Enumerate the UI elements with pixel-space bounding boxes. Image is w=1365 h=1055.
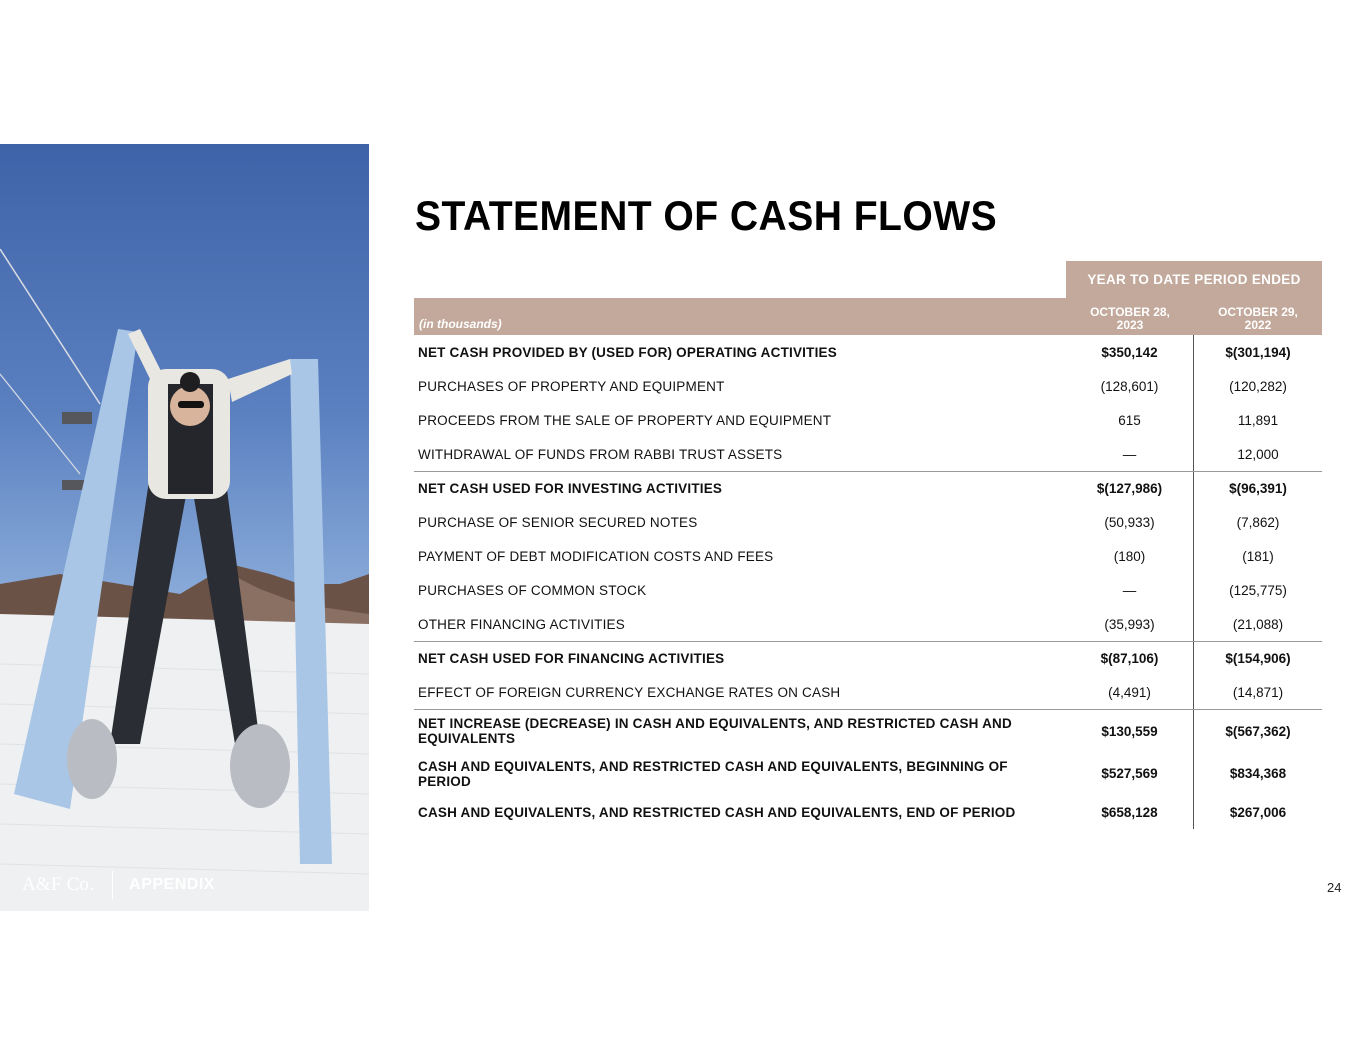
value-2023: (128,601) <box>1066 369 1194 403</box>
value-2022: (21,088) <box>1232 616 1284 632</box>
row-label: NET CASH USED FOR INVESTING ACTIVITIES <box>418 481 723 496</box>
table-row <box>414 403 1322 437</box>
table-body <box>414 335 1322 829</box>
row-label: PROCEEDS FROM THE SALE OF PROPERTY AND EQUIPMENT <box>418 412 832 428</box>
table-row <box>414 369 1322 403</box>
value-2022: $(154,906) <box>1225 651 1291 666</box>
value-2022: 11,891 <box>1237 412 1279 428</box>
table-row <box>414 335 1322 369</box>
value-2023: 615 <box>1066 403 1194 437</box>
value-2022: (181) <box>1242 548 1274 564</box>
table-row <box>414 641 1322 675</box>
value-2022: $(301,194) <box>1225 344 1291 360</box>
value-2022: (7,862) <box>1236 514 1280 530</box>
value-2022: 12,000 <box>1237 446 1279 462</box>
row-label: PAYMENT OF DEBT MODIFICATION COSTS AND FEES <box>418 548 774 564</box>
company-logo: A&F Co. <box>22 874 95 895</box>
row-label: CASH AND EQUIVALENTS, AND RESTRICTED CASH AND EQUIVALENTS, BEGINNING OF PERIOD <box>418 758 1008 789</box>
table-row <box>414 675 1322 709</box>
row-label: NET CASH USED FOR FINANCING ACTIVITIES <box>418 651 725 666</box>
value-2023: — <box>1066 437 1194 471</box>
column-header-2023: OCTOBER 28, 2023 <box>1090 305 1170 332</box>
row-label: NET INCREASE (DECREASE) IN CASH AND EQUIVALENTS, AND RESTRICTED CASH AND EQUIVALENTS <box>418 716 1012 746</box>
row-label: PURCHASES OF COMMON STOCK <box>418 582 647 598</box>
row-label: CASH AND EQUIVALENTS, AND RESTRICTED CASH AND EQUIVALENTS, END OF PERIOD <box>418 804 1016 820</box>
skier-illustration <box>0 144 369 911</box>
table-group-header-row <box>414 261 1322 298</box>
hero-photo <box>0 144 369 911</box>
table-column-header-row <box>414 298 1322 335</box>
value-2023: $(127,986) <box>1066 472 1194 505</box>
value-2023: $130,559 <box>1066 710 1194 752</box>
unit-label: (in thousands) <box>419 317 502 331</box>
value-2023: — <box>1066 573 1194 607</box>
row-label: WITHDRAWAL OF FUNDS FROM RABBI TRUST ASSETS <box>418 446 783 462</box>
value-2022: (120,282) <box>1229 378 1287 394</box>
table-row <box>414 795 1322 829</box>
table-row <box>414 573 1322 607</box>
section-label: APPENDIX <box>129 876 215 893</box>
table-row <box>414 709 1322 752</box>
value-2022: $(567,362) <box>1225 723 1291 739</box>
page-title: STATEMENT OF CASH FLOWS <box>415 192 998 239</box>
value-2023: $658,128 <box>1066 795 1194 829</box>
value-2023: (180) <box>1066 539 1194 573</box>
value-2022: $(96,391) <box>1229 481 1287 496</box>
table-row <box>414 471 1322 505</box>
column-header-2022: OCTOBER 29, 2022 <box>1218 305 1298 332</box>
value-2022: (125,775) <box>1229 582 1287 598</box>
row-label: NET CASH PROVIDED BY (USED FOR) OPERATING ACTIVITIES <box>418 344 837 360</box>
table-row <box>414 752 1322 795</box>
value-2022: (14,871) <box>1232 684 1284 700</box>
value-2023: $527,569 <box>1066 752 1194 795</box>
table-row <box>414 437 1322 471</box>
row-label: EFFECT OF FOREIGN CURRENCY EXCHANGE RATES ON CASH <box>418 684 841 700</box>
row-label: PURCHASE OF SENIOR SECURED NOTES <box>418 514 698 530</box>
group-header: YEAR TO DATE PERIOD ENDED <box>1066 261 1322 298</box>
row-label: PURCHASES OF PROPERTY AND EQUIPMENT <box>418 378 725 394</box>
value-2023: $(87,106) <box>1066 642 1194 675</box>
value-2023: (4,491) <box>1066 675 1194 709</box>
row-label: OTHER FINANCING ACTIVITIES <box>418 616 625 632</box>
value-2023: (35,993) <box>1066 607 1194 641</box>
footer-brand <box>22 870 215 900</box>
cash-flow-table <box>414 261 1322 829</box>
table-row <box>414 505 1322 539</box>
value-2022: $834,368 <box>1229 766 1287 781</box>
value-2022: $267,006 <box>1229 804 1287 820</box>
value-2023: (50,933) <box>1066 505 1194 539</box>
brand-divider <box>112 871 113 899</box>
table-row <box>414 539 1322 573</box>
table-row <box>414 607 1322 641</box>
value-2023: $350,142 <box>1066 335 1194 369</box>
page-number: 24 <box>1327 880 1342 895</box>
